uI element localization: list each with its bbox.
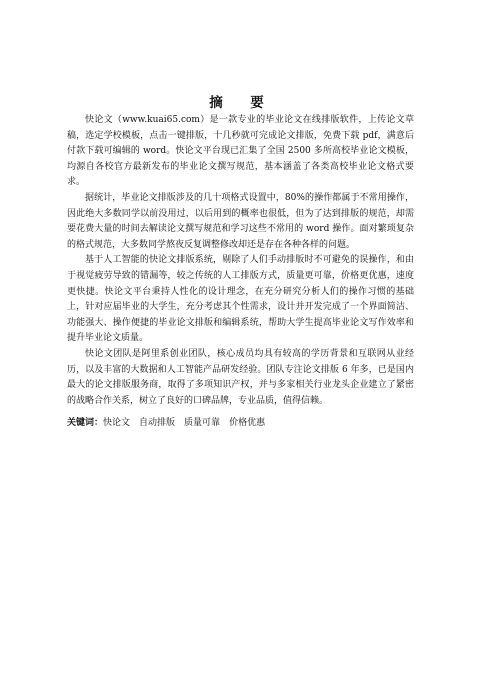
keywords-line bbox=[67, 416, 414, 431]
keyword-item: 价格优惠 bbox=[229, 418, 266, 428]
abstract-paragraph-4: 快论文团队是阿里系创业团队，核心成员均具有较高的学历背景和互联网从业经历，以及丰富的大数据和人工智能产品研发经验。团队专注论文排版 6 年多，已是国内最大的论文排版服务商，取得了多项知识产权，并与多家相关行业龙头企业建立了紧密的战略合作关系，树立了良好的口碑品牌，专业品质，值得信赖。 bbox=[67, 348, 414, 406]
keyword-item: 质量可靠 bbox=[184, 418, 221, 428]
keyword-item: 快论文 bbox=[103, 418, 131, 428]
abstract-paragraph-3: 基于人工智能的快论文排版系统，剔除了人们手动排版时不可避免的误操作，和由于视觉疲劳导致的错漏等，较之传统的人工排版方式，质量更可靠，价格更优惠，速度更快捷。快论文平台秉持人性化的设计理念，在充分研究分析人们的操作习惯的基础上，针对应届毕业的大学生，充分考虑其个性需求，设计并开发完成了一个界面简洁、功能强大、操作便捷的毕业论文排版和编辑系统，帮助大学生提高毕业论文写作效率和提升毕业论文质量。 bbox=[67, 255, 414, 344]
abstract-title: 摘 要 bbox=[209, 95, 271, 111]
abstract-body bbox=[67, 113, 414, 409]
keyword-item: 自动排版 bbox=[139, 418, 176, 428]
abstract-paragraph-1: 快论文（www.kuai65.com）是一款专业的毕业论文在线排版软件，上传论文草稿，选定学校模板，点击一键排版，十几秒就可完成论文排版，免费下载 pdf，满意后付款下载可编辑的 word。快论文平台现已汇集了全国 2500 多所高校毕业论文模板，均源自各校官方最新发布的毕业论文撰写规范，基本涵盖了各类高校毕业论文格式要求。 bbox=[67, 115, 414, 188]
keywords-label: 关键词： bbox=[67, 418, 104, 428]
abstract-paragraph-2: 据统计，毕业论文排版涉及的几十项格式设置中，80%的操作都属于不常用操作，因此绝大多数同学以前没用过，以后用到的概率也很低，但为了达到排版的规范，却需要花费大量的时间去解读论文撰写规范和学习这些不常用的 word 操作。面对繁琐复杂的格式规范，大多数同学熬夜反复调整修改却还是存在各种各样的问题。 bbox=[67, 192, 414, 250]
